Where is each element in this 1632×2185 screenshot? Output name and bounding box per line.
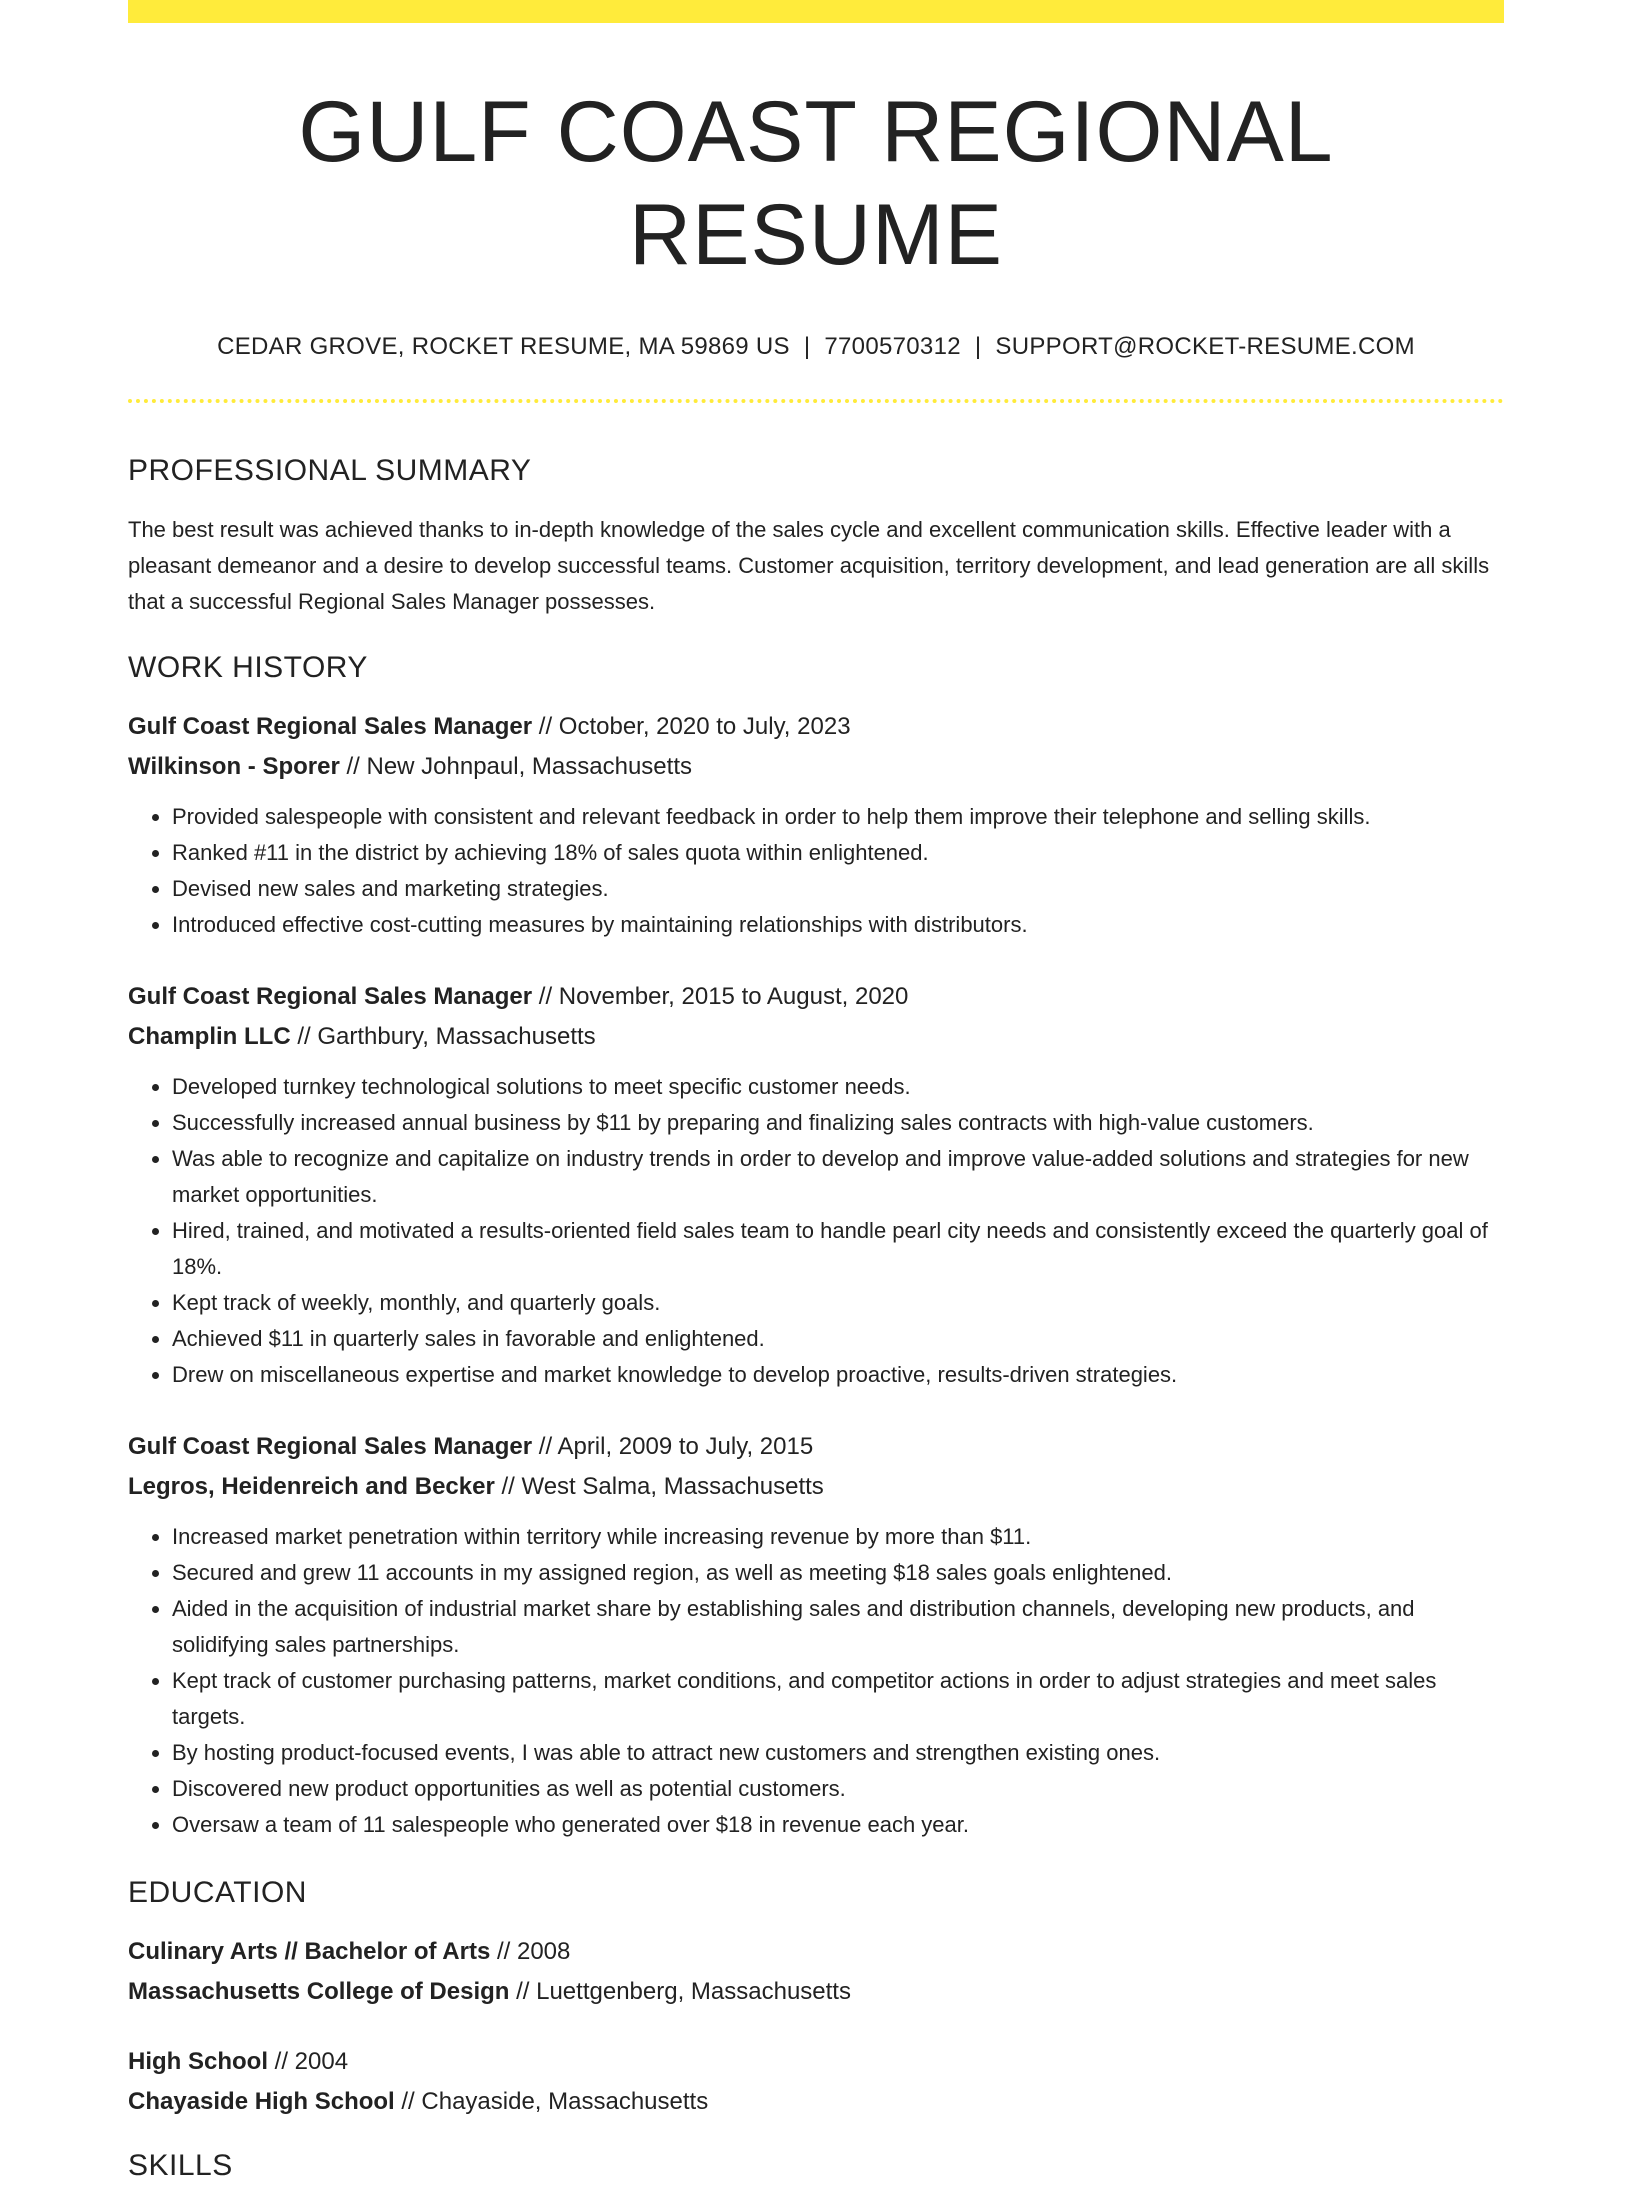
resume-name: GULF COAST REGIONAL RESUME (298, 84, 1334, 284)
job-bullet: • Was able to recognize and capitalize on industry trends in order to develop and improve value-added solutions and strategies for new market opportunities. (172, 1141, 1504, 1213)
job-company-line (128, 1017, 1504, 1057)
contact-phone: 7700570312 (824, 333, 961, 361)
job-entry (128, 707, 1504, 943)
job-bullet: • Kept track of customer purchasing patterns, market conditions, and competitor actions in order to adjust strategies and meet sales targets. (172, 1663, 1504, 1735)
job-bullet: • Oversaw a team of 11 salespeople who generated over $18 in revenue each year. (172, 1807, 1504, 1843)
education-degree: Culinary Arts // Bachelor of Arts (128, 1938, 491, 1966)
job-bullets (128, 799, 1504, 943)
job-bullet: • Hired, trained, and motivated a results-oriented field sales team to handle pearl city needs and consistently exceed the quarterly goal of 18%. (172, 1213, 1504, 1285)
job-bullet: • Devised new sales and marketing strategies. (172, 871, 1504, 907)
contact-address: CEDAR GROVE, ROCKET RESUME, MA 59869 US (217, 333, 790, 361)
education-location: // Chayaside, Massachusetts (401, 2088, 709, 2116)
education-heading: EDUCATION (128, 1876, 307, 1910)
education-school-line (128, 1972, 1504, 2012)
job-location: // New Johnpaul, Massachusetts (346, 753, 692, 781)
work-history-heading: WORK HISTORY (128, 651, 368, 685)
job-bullet: • Successfully increased annual business by $11 by preparing and finalizing sales contracts with high-value customers. (172, 1105, 1504, 1141)
skills-heading: SKILLS (128, 2149, 233, 2183)
job-location: // Garthbury, Massachusetts (297, 1023, 596, 1051)
education-entry (128, 2042, 1504, 2122)
job-dates: // April, 2009 to July, 2015 (538, 1433, 814, 1461)
job-bullet: • By hosting product-focused events, I was able to attract new customers and strengthen existing ones. (172, 1735, 1504, 1771)
job-company-line (128, 1467, 1504, 1507)
job-location: // West Salma, Massachusetts (501, 1473, 824, 1501)
job-role-line (128, 707, 1504, 747)
job-bullet: • Introduced effective cost-cutting measures by maintaining relationships with distributors. (172, 907, 1504, 943)
job-bullet: • Developed turnkey technological solutions to meet specific customer needs. (172, 1069, 1504, 1105)
job-dates: // October, 2020 to July, 2023 (538, 713, 851, 741)
job-bullet: • Increased market penetration within territory while increasing revenue by more than $11. (172, 1519, 1504, 1555)
accent-top-bar (128, 0, 1504, 23)
job-company: Wilkinson - Sporer (128, 753, 340, 781)
summary-heading: PROFESSIONAL SUMMARY (128, 454, 532, 488)
education-entry (128, 1932, 1504, 2012)
education-degree-line (128, 1932, 1504, 1972)
resume-content (128, 0, 1504, 2185)
job-bullet: • Secured and grew 11 accounts in my assigned region, as well as meeting $18 sales goals enlightened. (172, 1555, 1504, 1591)
job-company-line (128, 747, 1504, 787)
job-company: Legros, Heidenreich and Becker (128, 1473, 495, 1501)
education-degree: High School (128, 2048, 268, 2076)
contact-separator: | (803, 333, 811, 361)
job-bullet: • Kept track of weekly, monthly, and quarterly goals. (172, 1285, 1504, 1321)
education-location: // Luettgenberg, Massachusetts (516, 1978, 851, 2006)
job-dates: // November, 2015 to August, 2020 (538, 983, 909, 1011)
job-role-line (128, 977, 1504, 1017)
job-role: Gulf Coast Regional Sales Manager (128, 983, 533, 1011)
contact-separator: | (974, 333, 982, 361)
job-bullet: • Aided in the acquisition of industrial market share by establishing sales and distribution channels, developing new products, and solidifying sales partnerships. (172, 1591, 1504, 1663)
summary-text: The best result was achieved thanks to in-depth knowledge of the sales cycle and excellent communication skills. Effective leader with a pleasant demeanor and a desire to develop successful teams. Customer acquisition, territory development, and lead generation are all skills that a successful Regional Sales Manager possesses. (128, 517, 1490, 615)
contact-line (128, 333, 1504, 361)
job-bullet: • Drew on miscellaneous expertise and market knowledge to develop proactive, results-driven strategies. (172, 1357, 1504, 1393)
education-school: Massachusetts College of Design (128, 1978, 510, 2006)
job-bullet: • Achieved $11 in quarterly sales in favorable and enlightened. (172, 1321, 1504, 1357)
job-bullet: • Provided salespeople with consistent and relevant feedback in order to help them improve their telephone and selling skills. (172, 799, 1504, 835)
job-bullet: • Ranked #11 in the district by achieving 18% of sales quota within enlightened. (172, 835, 1504, 871)
education-year: // 2004 (274, 2048, 349, 2076)
education-degree-line (128, 2042, 1504, 2082)
dotted-divider (128, 399, 1504, 403)
job-entry (128, 977, 1504, 1393)
job-role: Gulf Coast Regional Sales Manager (128, 713, 533, 741)
job-bullets (128, 1519, 1504, 1843)
education-year: // 2008 (496, 1938, 571, 1966)
education-school: Chayaside High School (128, 2088, 395, 2116)
job-bullet: • Discovered new product opportunities as well as potential customers. (172, 1771, 1504, 1807)
job-entry (128, 1427, 1504, 1843)
contact-email: SUPPORT@ROCKET-RESUME.COM (995, 333, 1415, 361)
education-school-line (128, 2082, 1504, 2122)
job-role: Gulf Coast Regional Sales Manager (128, 1433, 533, 1461)
job-role-line (128, 1427, 1504, 1467)
job-bullets (128, 1069, 1504, 1393)
job-company: Champlin LLC (128, 1023, 291, 1051)
